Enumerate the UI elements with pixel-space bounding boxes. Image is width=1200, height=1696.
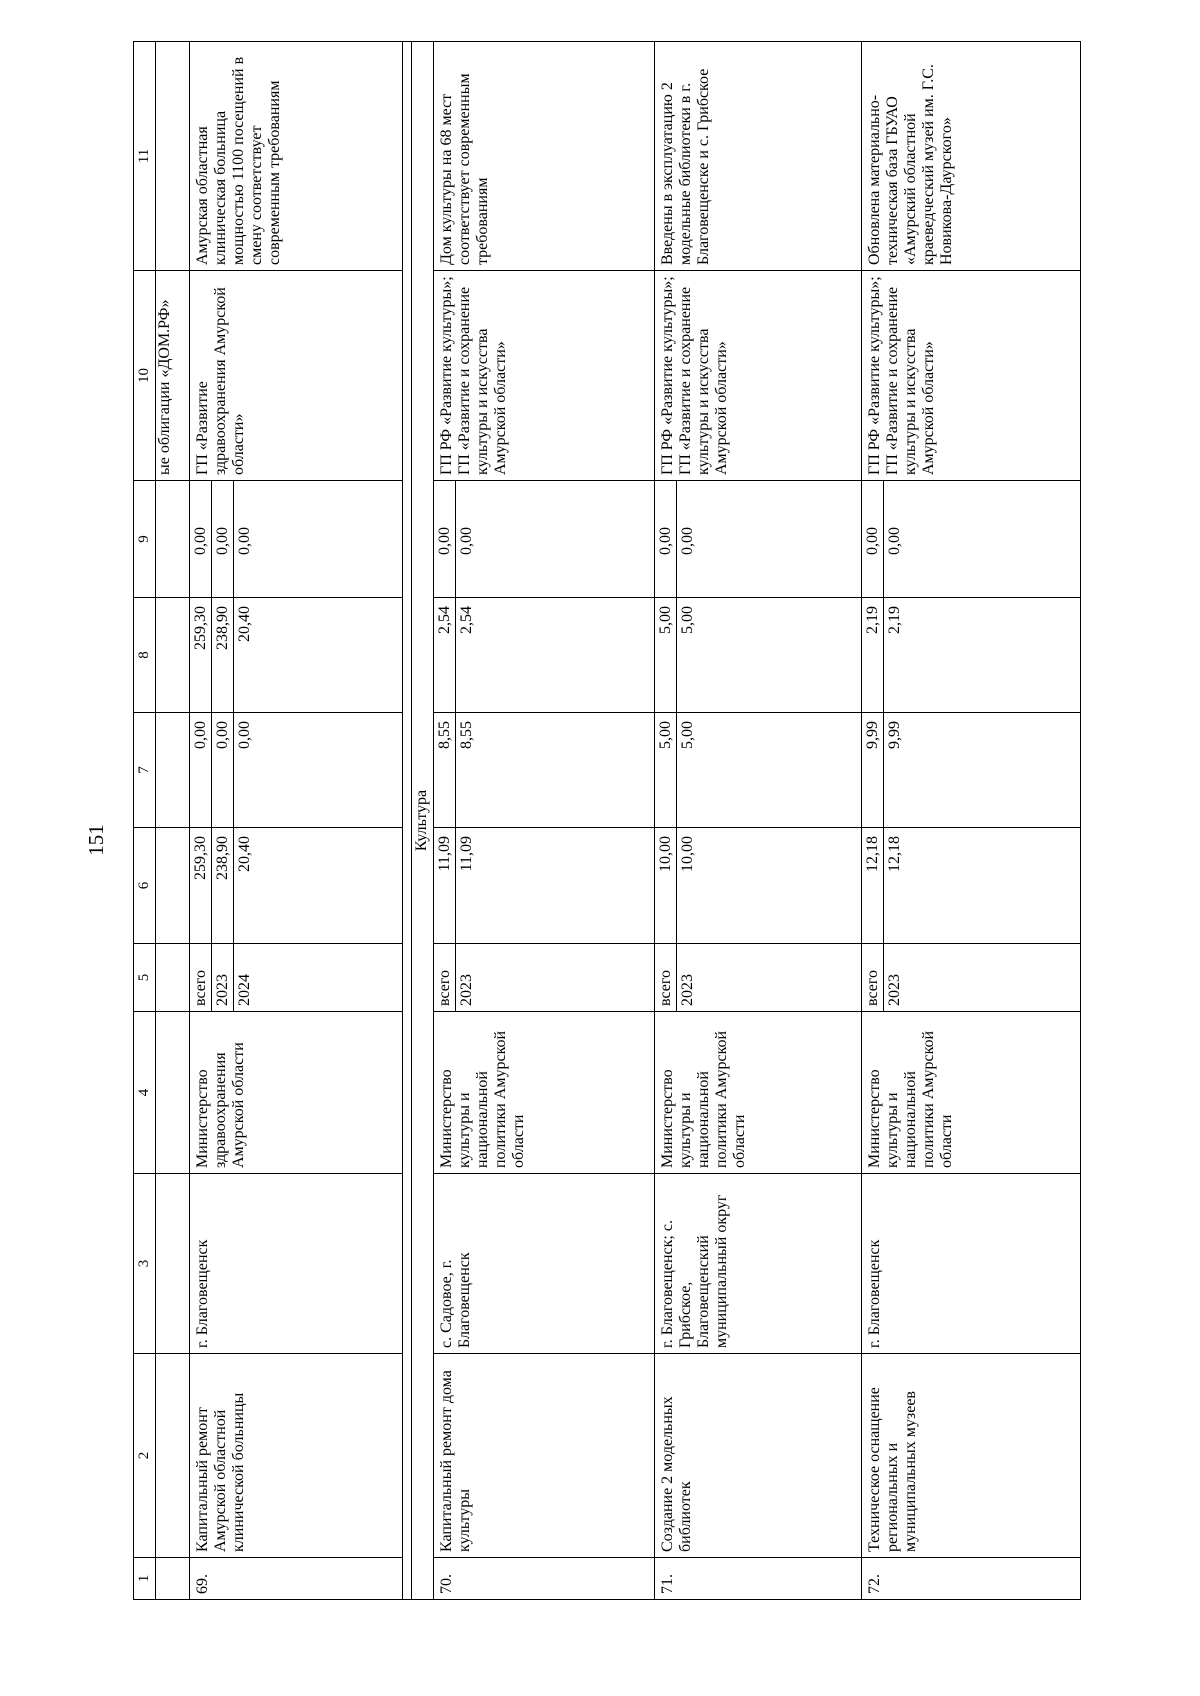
year-label: всего [434, 944, 456, 1011]
col7-value: 8,55 [457, 721, 475, 749]
rotated-table-container [133, 42, 1081, 1600]
responsible: Министерство культуры и национальной политики Амурской области [865, 1030, 955, 1168]
col9-value: 0,00 [190, 481, 212, 597]
col8-value: 20,40 [235, 606, 253, 642]
col7-value: 0,00 [212, 713, 234, 827]
project-name: Капитальный ремонт Амурской областной клинической больницы [193, 1392, 247, 1552]
column-number: 7 [134, 713, 156, 828]
row-number: 70. [437, 1574, 455, 1594]
continuation-row [155, 42, 189, 1600]
location: г. Благовещенск [193, 1239, 211, 1348]
program: ГП РФ «Развитие культуры»; ГП «Развитие и сохранение культуры и искусства Амурской области» [865, 276, 937, 475]
col8-value: 5,00 [679, 606, 697, 634]
result: Обновлена материально-техническая база ГБУАО «Амурский областной краеведческий музей им. Г.С. Новикова-Даурского» [865, 64, 955, 265]
table-row [189, 42, 402, 1600]
year-label: 2023 [885, 974, 903, 1006]
project-name: Капитальный ремонт дома культуры [437, 1370, 473, 1552]
year-label: 2023 [212, 944, 234, 1011]
column-number: 10 [134, 271, 156, 481]
col9-value: 0,00 [655, 481, 677, 597]
row-number: 69. [193, 1574, 211, 1594]
col8-value: 2,54 [457, 606, 475, 634]
column-number: 8 [134, 598, 156, 713]
project-name: Создание 2 модельных библиотек [659, 1396, 695, 1552]
result: Амурская областная клиническая больница мощностью 1100 посещений в смену соответствует современным требованиям [193, 56, 283, 265]
total-value: 20,40 [235, 836, 253, 872]
column-number: 2 [134, 1354, 156, 1558]
table-row [433, 42, 654, 1600]
total-value: 259,30 [190, 828, 212, 943]
col9-value: 0,00 [457, 527, 475, 555]
row-number: 71. [659, 1574, 677, 1594]
page-number: 151 [84, 824, 108, 856]
col7-value: 8,55 [434, 713, 456, 827]
year-label: всего [190, 944, 212, 1011]
column-number: 3 [134, 1174, 156, 1354]
col7-value: 5,00 [655, 713, 677, 827]
col8-value: 2,54 [434, 598, 456, 712]
col7-value: 9,99 [862, 713, 884, 827]
responsible: Министерство культуры и национальной политики Амурской области [437, 1030, 527, 1168]
responsible: Министерство культуры и национальной политики Амурской области [659, 1030, 749, 1168]
column-number: 11 [134, 42, 156, 271]
col9-value: 0,00 [235, 527, 253, 555]
total-value: 11,09 [457, 836, 475, 872]
header-row [134, 42, 156, 1600]
year-label: всего [655, 944, 677, 1011]
col9-value: 0,00 [885, 527, 903, 555]
table-row [655, 42, 862, 1600]
col8-value: 2,19 [862, 598, 884, 712]
table-row [861, 42, 1080, 1600]
col8-value: 259,30 [190, 598, 212, 712]
location: г. Благовещенск; с. Грибское, Благовещенский муниципальный округ [659, 1194, 731, 1348]
result: Введены в эксплуатацию 2 модельные библиотеки в г. Благовещенске и с. Грибское [659, 68, 713, 265]
location: с. Садовое, г. Благовещенск [437, 1252, 473, 1348]
col7-value: 0,00 [190, 713, 212, 827]
section-title: Культура [412, 42, 434, 1600]
continuation-text: ые облигации «ДОМ.РФ» [155, 299, 173, 475]
col9-value: 0,00 [679, 527, 697, 555]
year-label: всего [862, 944, 884, 1011]
col7-value: 5,00 [679, 721, 697, 749]
total-value: 11,09 [434, 828, 456, 943]
column-number: 6 [134, 828, 156, 944]
program: ГП РФ «Развитие культуры»; ГП «Развитие и сохранение культуры и искусства Амурской области» [659, 276, 731, 475]
col7-value: 9,99 [885, 721, 903, 749]
col8-value: 238,90 [212, 598, 234, 712]
project-name: Техническое оснащение региональных и муниципальных музеев [865, 1387, 919, 1552]
total-value: 238,90 [212, 828, 234, 943]
col8-value: 2,19 [885, 606, 903, 634]
location: г. Благовещенск [865, 1239, 883, 1348]
column-number: 1 [134, 1558, 156, 1600]
spacer-row [402, 42, 411, 1600]
col9-value: 0,00 [862, 481, 884, 597]
col9-value: 0,00 [434, 481, 456, 597]
col7-value: 0,00 [235, 721, 253, 749]
program: ГП РФ «Развитие культуры»; ГП «Развитие и сохранение культуры и искусства Амурской области» [437, 276, 509, 475]
total-value: 12,18 [885, 836, 903, 872]
total-value: 12,18 [862, 828, 884, 943]
program: ГП «Развитие здравоохранения Амурской области» [193, 287, 247, 475]
col8-value: 5,00 [655, 598, 677, 712]
total-value: 10,00 [655, 828, 677, 943]
responsible: Министерство здравоохранения Амурской области [193, 1042, 247, 1168]
result: Дом культуры на 68 мест соответствует современным требованиям [437, 73, 491, 265]
section-row [412, 42, 434, 1600]
col9-value: 0,00 [212, 481, 234, 597]
column-number: 4 [134, 1012, 156, 1174]
row-number: 72. [865, 1574, 883, 1594]
year-label: 2023 [679, 974, 697, 1006]
column-number: 5 [134, 944, 156, 1012]
total-value: 10,00 [679, 836, 697, 872]
year-label: 2024 [235, 974, 253, 1006]
program-table [133, 41, 1081, 1600]
year-label: 2023 [457, 974, 475, 1006]
column-number: 9 [134, 481, 156, 598]
